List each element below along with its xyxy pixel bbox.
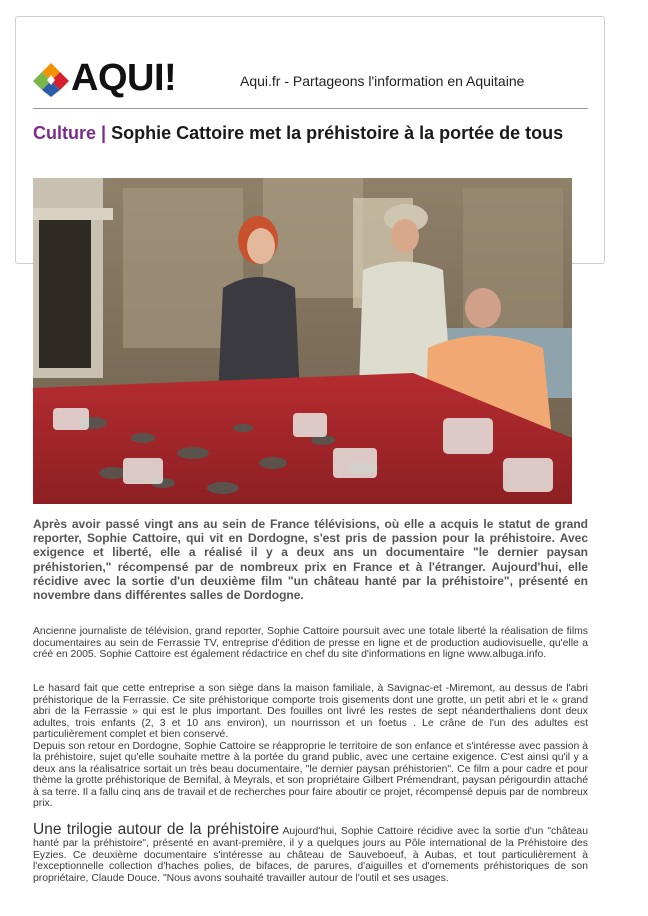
article-paragraph-group: [33, 683, 588, 810]
article-paragraph: Le hasard fait que cette entreprise a son siège dans la maison familiale, à Savignac-et -Miremont, au dessus de l'abri préhistorique de la Ferrassie. Ce site préhistorique comporte trois gisements dont une grotte, un petit abri et le « grand abri de la Ferrassie » qui est le plus important. Des fouilles ont livré les restes de sept néanderthaliens dont deux adultes, trois enfants (2, 3 et 10 ans environ), un nourrisson et un foetus . Le crâne de l'un des adultes est particulièrement complet et bien conservé.: [33, 683, 588, 740]
photo-illustration: [33, 178, 572, 504]
article-paragraph: Ancienne journaliste de télévision, grand reporter, Sophie Cattoire poursuit avec une totale liberté la réalisation de films documentaires au sein de Ferrassie TV, entreprise d'édition de presse en ligne et de production audiovisuelle, qu'elle a créé en 2005. Sophie Cattoire est également rédactrice en chef du site d'informations en ligne www.albuga.info.: [33, 626, 588, 660]
title-separator: |: [101, 123, 107, 143]
article-lead: Après avoir passé vingt ans au sein de France télévisions, où elle a acquis le statut de grand reporter, Sophie Cattoire, qui vit en Dordogne, s'est pris de passion pour la préhistoire. Avec exigence et liberté, elle a réalisé il y a deux ans un documentaire "le dernier paysan préhistorien," récompensé par de nombreux prix en France et à l'étranger. Aujourd'hui, elle récidive avec la sortie d'un deuxième film "un château hanté par la préhistoire", présenté en novembre dans différentes salles de Dordogne.: [33, 517, 588, 603]
title-text: Sophie Cattoire met la préhistoire à la portée de tous: [111, 123, 564, 143]
article-paragraph: Depuis son retour en Dordogne, Sophie Cattoire se réapproprie le territoire de son enfance et s'intéresse avec passion à la préhistoire, sujet qu'elle souhaite mettre à la portée du grand public, avec une certaine exigence. C'est ainsi qu'il y a deux ans la réalisatrice sortait un très beau documentaire, "le dernier paysan préhistorien". Ce film a pour cadre et pour thème la grotte préhistorique de Bernifal, à Meyrals, et son propriétaire Gilbert Prémendrant, paysan périgourdin attaché à sa terre. Il a fallu cinq ans de travail et de recherches pour faire aboutir ce projet, récompensé depuis par de nombreux prix.: [33, 740, 588, 809]
article-photo: [33, 178, 572, 504]
paragraph-text: Aujourd'hui, Sophie Cattoire récidive avec la sortie d'un "château hanté par la préhistoire", présenté en avant-première, il y a quelques jours au Pôle international de la Préhistoire des Eyzies. Ce deuxième documentaire s'intéresse au château de Sauveboeuf, à Aubas, et tout particulièrement à l'exceptionnelle collection d'haches polies, de bifaces, de parures, d'aiguilles et d'ornements préhistoriques de son propriétaire, Claude Douce. "Nous avons souhaité travailler autour de l'outil et ses usages.: [33, 826, 588, 884]
article-title: [33, 122, 573, 144]
aqui-logo-icon: [33, 62, 69, 98]
aqui-logo[interactable]: [33, 57, 183, 100]
article-paragraph: [33, 821, 588, 884]
header-divider: [33, 108, 588, 109]
site-tagline: Aqui.fr - Partageons l'information en Aquitaine: [240, 73, 525, 89]
logo-text: AQUI!: [71, 57, 177, 99]
section-subheading: Une trilogie autour de la préhistoire: [33, 821, 280, 838]
section-label[interactable]: Culture: [33, 123, 96, 143]
